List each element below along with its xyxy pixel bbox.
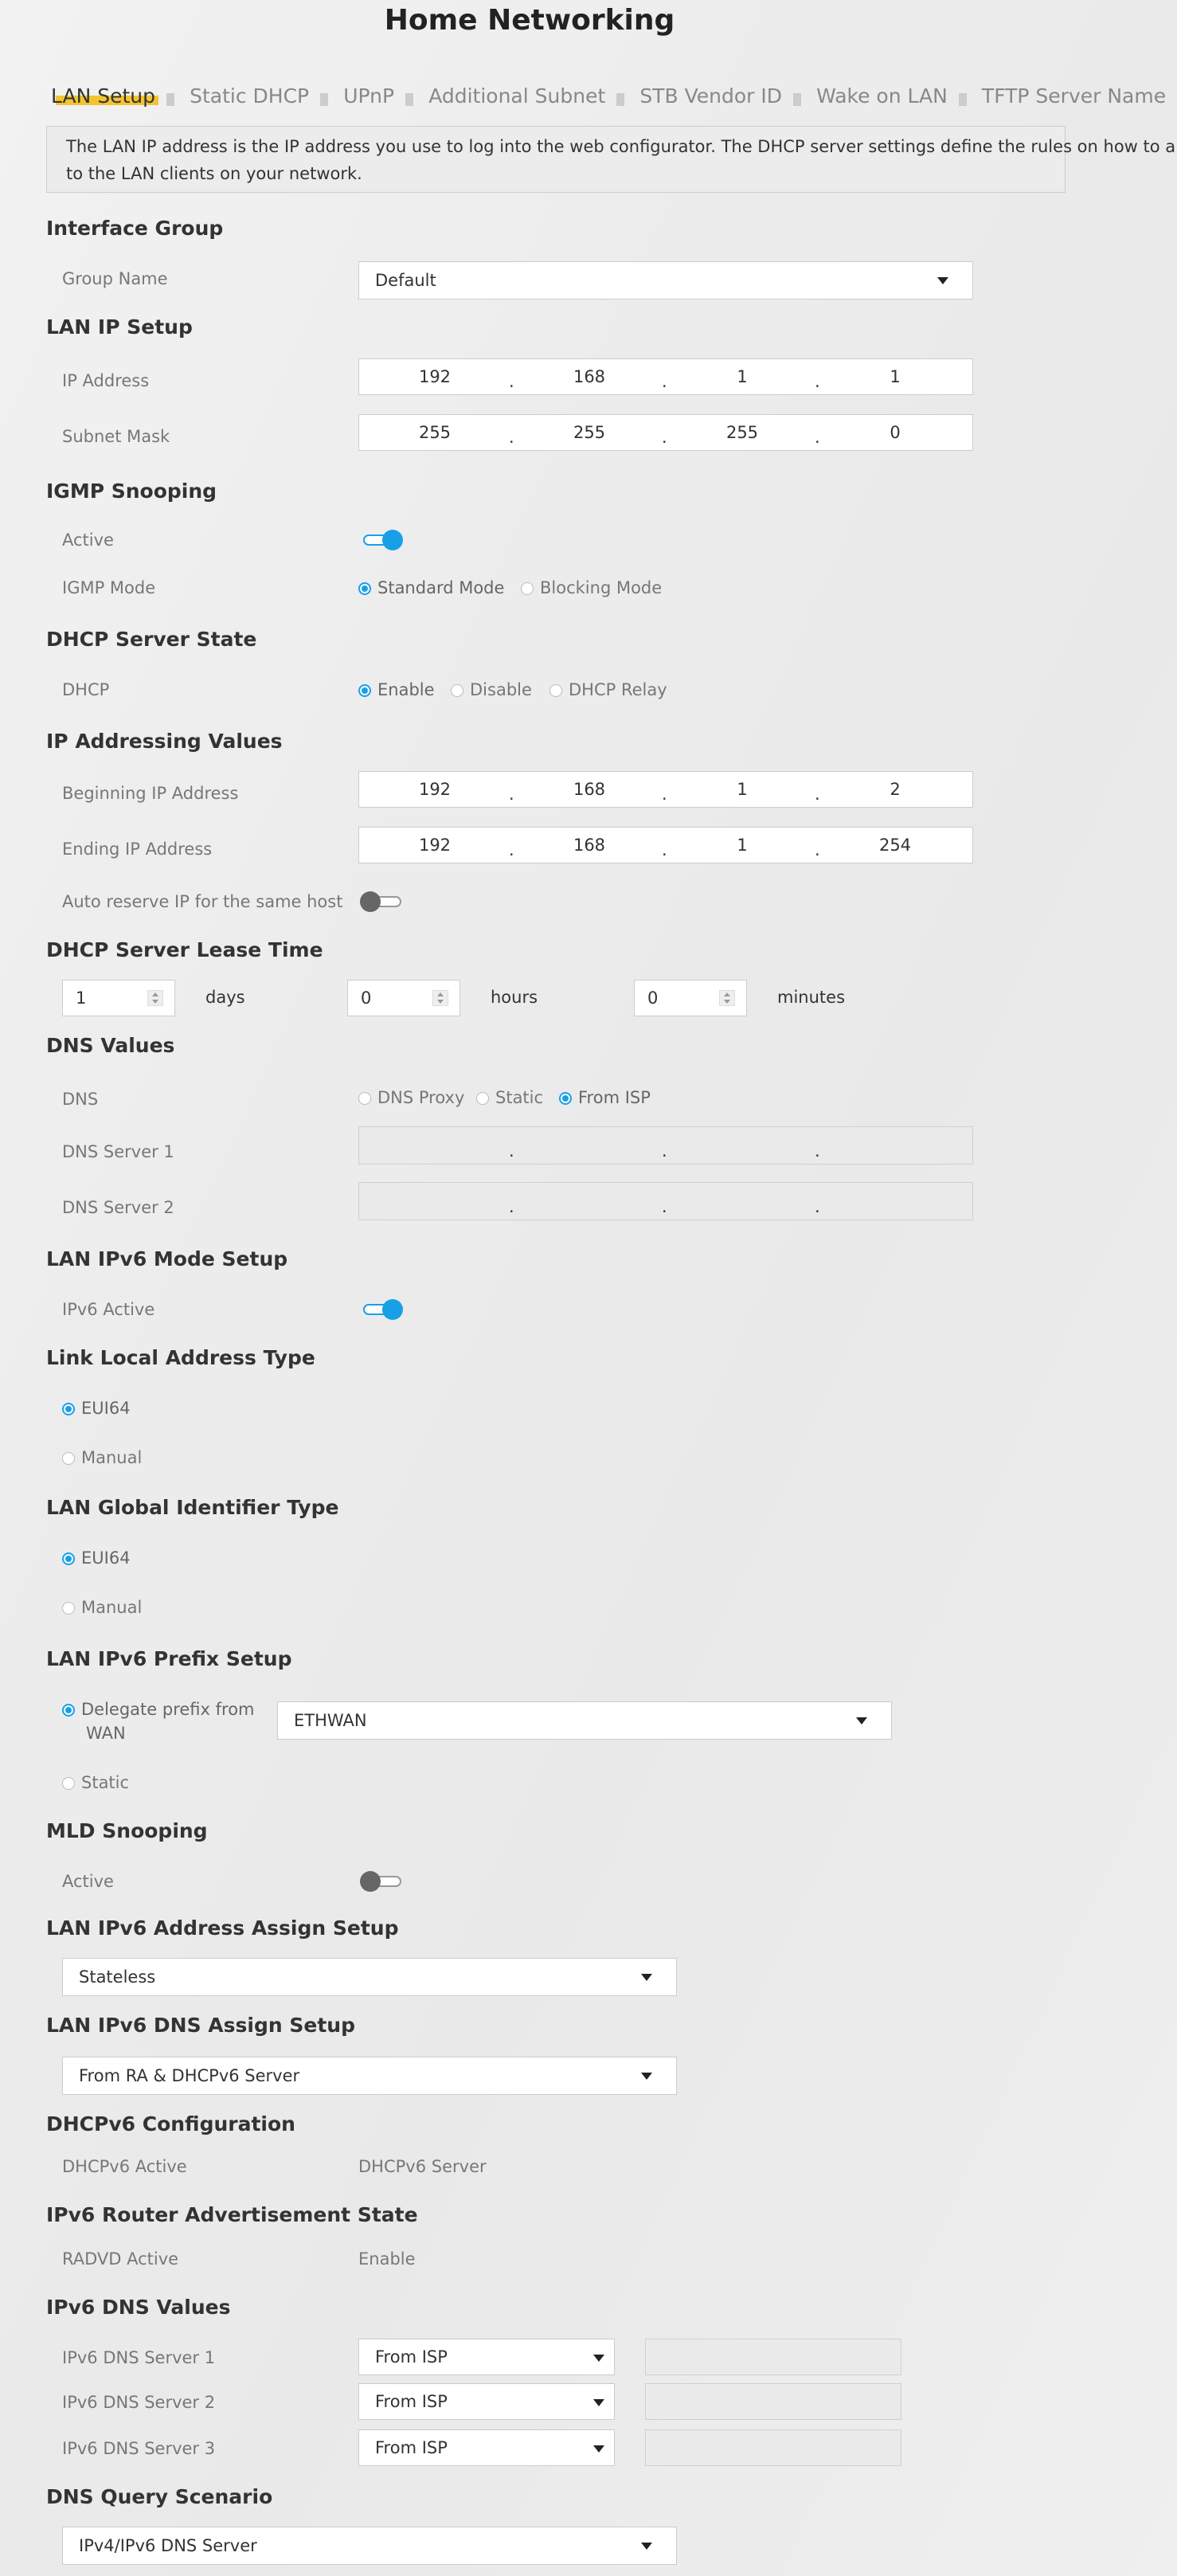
dot-separator: . xyxy=(662,785,667,804)
radio-empty-icon xyxy=(358,1092,371,1105)
beginning-ip-input[interactable] xyxy=(358,771,973,808)
select-value: From ISP xyxy=(375,2438,448,2457)
ip-octet[interactable]: 168 xyxy=(573,836,606,855)
section-ipv6-dns-values: IPv6 DNS Values xyxy=(46,2296,231,2319)
dot-separator: . xyxy=(815,1197,820,1216)
dns-from-isp-radio[interactable] xyxy=(559,1088,651,1107)
subnet-mask-input[interactable] xyxy=(358,414,973,451)
radio-label: EUI64 xyxy=(81,1548,131,1568)
chevron-down-icon xyxy=(641,2543,652,2550)
stepper-value: 0 xyxy=(361,989,372,1008)
mld-active-label: Active xyxy=(62,1872,114,1891)
tab-tftp-server-name[interactable]: TFTP Server Name xyxy=(981,84,1167,108)
link-local-manual-radio[interactable] xyxy=(62,1448,142,1467)
radio-label: Delegate prefix from xyxy=(81,1700,255,1719)
spinner-arrows-icon[interactable] xyxy=(432,990,448,1006)
ending-ip-label: Ending IP Address xyxy=(62,840,213,859)
section-prefix-setup: LAN IPv6 Prefix Setup xyxy=(46,1647,292,1670)
section-interface-group: Interface Group xyxy=(46,217,224,240)
ipv6-dns-server-3-label: IPv6 DNS Server 3 xyxy=(62,2439,216,2458)
toggle-knob xyxy=(382,1299,403,1320)
tab-static-dhcp[interactable]: Static DHCP xyxy=(190,84,310,108)
ip-octet[interactable]: 1 xyxy=(737,367,748,386)
dns-static-radio[interactable] xyxy=(476,1088,543,1107)
chevron-down-icon xyxy=(641,1974,652,1981)
ipv6-active-label: IPv6 Active xyxy=(62,1300,155,1319)
address-assign-value: Stateless xyxy=(79,1967,156,1987)
dns-server-2-label: DNS Server 2 xyxy=(62,1198,174,1217)
tab-separator xyxy=(320,93,328,106)
radio-label: Manual xyxy=(81,1598,143,1617)
igmp-standard-mode-radio[interactable] xyxy=(358,578,504,597)
subnet-mask-label: Subnet Mask xyxy=(62,427,170,446)
dot-separator: . xyxy=(815,1141,820,1161)
dns-server-2-input[interactable] xyxy=(358,1182,973,1220)
note-line-2: to the LAN clients on your network. xyxy=(66,164,362,183)
info-note xyxy=(46,126,1176,193)
dot-separator: . xyxy=(509,1141,514,1161)
dot-separator: . xyxy=(509,840,514,859)
radio-empty-icon xyxy=(62,1452,75,1465)
ipv6-dns-server-2-select[interactable] xyxy=(358,2383,615,2420)
dot-separator: . xyxy=(509,428,514,447)
section-global-identifier: LAN Global Identifier Type xyxy=(46,1496,339,1519)
chevron-down-icon xyxy=(641,2073,652,2080)
select-value: From ISP xyxy=(375,2347,448,2367)
mask-octet[interactable]: 255 xyxy=(725,423,759,442)
section-link-local: Link Local Address Type xyxy=(46,1346,315,1369)
group-name-select[interactable] xyxy=(358,261,973,299)
dns-query-value: IPv4/IPv6 DNS Server xyxy=(79,2536,257,2555)
stepper-value: 1 xyxy=(76,989,87,1008)
dot-separator: . xyxy=(662,1141,667,1161)
hours-unit-label: hours xyxy=(491,988,538,1007)
igmp-mode-label: IGMP Mode xyxy=(62,578,156,597)
minutes-unit-label: minutes xyxy=(777,988,846,1007)
dot-separator: . xyxy=(662,428,667,447)
dns-query-scenario-select[interactable] xyxy=(62,2527,677,2565)
radio-selected-icon xyxy=(358,684,371,697)
ip-octet[interactable]: 254 xyxy=(878,836,912,855)
dhcpv6-active-value: DHCPv6 Server xyxy=(358,2157,487,2176)
dns-proxy-radio[interactable] xyxy=(358,1088,464,1107)
dhcp-disable-radio[interactable] xyxy=(451,680,532,699)
beginning-ip-label: Beginning IP Address xyxy=(62,784,239,803)
tab-stb-vendor-id[interactable]: STB Vendor ID xyxy=(639,84,782,108)
prefix-delegate-value: ETHWAN xyxy=(294,1711,367,1730)
section-dhcp-server-state: DHCP Server State xyxy=(46,628,257,651)
dns-assign-value: From RA & DHCPv6 Server xyxy=(79,2066,300,2085)
dhcp-label: DHCP xyxy=(62,680,110,699)
mask-octet[interactable]: 255 xyxy=(573,423,606,442)
radio-label: Static xyxy=(495,1088,544,1107)
ipv6-dns-server-1-select[interactable] xyxy=(358,2339,615,2375)
dhcp-enable-radio[interactable] xyxy=(358,680,435,699)
group-name-label: Group Name xyxy=(62,269,168,288)
section-address-assign: LAN IPv6 Address Assign Setup xyxy=(46,1916,399,1940)
prefix-delegate-radio[interactable] xyxy=(62,1700,255,1719)
ipv6-dns-server-3-input[interactable] xyxy=(645,2429,901,2466)
section-lan-ipv6-mode: LAN IPv6 Mode Setup xyxy=(46,1247,288,1270)
dot-separator: . xyxy=(815,840,820,859)
section-dns-assign: LAN IPv6 DNS Assign Setup xyxy=(46,2014,355,2037)
section-lan-ip-setup: LAN IP Setup xyxy=(46,315,193,339)
ending-ip-input[interactable] xyxy=(358,827,973,863)
dns-server-1-input[interactable] xyxy=(358,1126,973,1165)
radio-label: DNS Proxy xyxy=(377,1088,465,1107)
tab-separator xyxy=(959,93,967,106)
igmp-active-toggle[interactable] xyxy=(360,532,401,548)
tab-label: LAN Setup xyxy=(51,84,156,108)
radio-label: Standard Mode xyxy=(377,578,505,597)
dot-separator: . xyxy=(815,372,820,391)
chevron-down-icon xyxy=(593,2445,604,2453)
dns-server-1-label: DNS Server 1 xyxy=(62,1142,174,1161)
ipv6-dns-server-1-label: IPv6 DNS Server 1 xyxy=(62,2348,216,2367)
section-ip-addressing-values: IP Addressing Values xyxy=(46,730,283,753)
tab-separator xyxy=(616,93,624,106)
link-local-eui64-radio[interactable] xyxy=(62,1399,131,1418)
section-lease-time: DHCP Server Lease Time xyxy=(46,938,323,961)
ip-octet[interactable]: 168 xyxy=(573,780,606,799)
spinner-arrows-icon[interactable] xyxy=(147,990,163,1006)
auto-reserve-label: Auto reserve IP for the same host xyxy=(62,892,343,911)
dot-separator: . xyxy=(509,1197,514,1216)
chevron-down-icon xyxy=(593,2355,604,2362)
dns-label: DNS xyxy=(62,1090,99,1109)
tab-lan-setup[interactable] xyxy=(51,83,155,110)
ipv6-dns-server-2-label: IPv6 DNS Server 2 xyxy=(62,2393,216,2412)
chevron-down-icon xyxy=(593,2399,604,2406)
igmp-blocking-mode-radio[interactable] xyxy=(521,578,662,597)
dot-separator: . xyxy=(509,785,514,804)
radio-empty-icon xyxy=(62,1777,75,1790)
ip-address-input[interactable] xyxy=(358,358,973,395)
ip-octet[interactable]: 1 xyxy=(737,780,748,799)
prefix-delegate-label-line2: WAN xyxy=(86,1724,126,1743)
tab-wake-on-lan[interactable]: Wake on LAN xyxy=(816,84,948,108)
radio-label: Static xyxy=(81,1773,130,1792)
toggle-knob xyxy=(382,530,403,550)
ipv6-dns-server-1-input[interactable] xyxy=(645,2339,901,2375)
section-dhcpv6-config: DHCPv6 Configuration xyxy=(46,2112,295,2136)
radio-empty-icon xyxy=(451,684,463,697)
dhcpv6-active-label: DHCPv6 Active xyxy=(62,2157,187,2176)
page-title: Home Networking xyxy=(384,4,675,37)
toggle-knob xyxy=(360,1871,381,1892)
radio-empty-icon xyxy=(521,582,534,595)
auto-reserve-toggle[interactable] xyxy=(360,894,401,910)
prefix-delegate-select[interactable] xyxy=(277,1701,892,1740)
ip-octet[interactable]: 192 xyxy=(418,836,452,855)
section-igmp-snooping: IGMP Snooping xyxy=(46,480,217,503)
radio-label: DHCP Relay xyxy=(569,680,667,699)
radio-empty-icon xyxy=(476,1092,489,1105)
dot-separator: . xyxy=(662,372,667,391)
mld-active-toggle[interactable] xyxy=(360,1873,401,1889)
ip-octet[interactable]: 1 xyxy=(737,836,748,855)
lease-hours-stepper[interactable] xyxy=(347,980,460,1016)
note-line-1: The LAN IP address is the IP address you use to log into the web configurator. The DHCP server settings define the rules on how to a xyxy=(66,137,1176,156)
dot-separator: . xyxy=(509,372,514,391)
stepper-value: 0 xyxy=(647,989,659,1008)
lease-minutes-stepper[interactable] xyxy=(634,980,747,1016)
dns-assign-select[interactable] xyxy=(62,2057,677,2095)
chevron-down-icon xyxy=(937,277,948,284)
radio-label: Disable xyxy=(470,680,532,699)
ip-address-label: IP Address xyxy=(62,371,150,390)
mask-octet[interactable]: 0 xyxy=(890,423,901,442)
radio-label: Manual xyxy=(81,1448,143,1467)
radio-label: EUI64 xyxy=(81,1399,131,1418)
ip-octet[interactable]: 1 xyxy=(890,367,901,386)
radio-selected-icon xyxy=(62,1403,75,1415)
dot-separator: . xyxy=(662,840,667,859)
select-value: From ISP xyxy=(375,2392,448,2411)
ip-octet[interactable]: 2 xyxy=(890,780,901,799)
radio-label: From ISP xyxy=(578,1088,651,1107)
radio-selected-icon xyxy=(358,582,371,595)
spinner-arrows-icon[interactable] xyxy=(719,990,735,1006)
mask-octet[interactable]: 255 xyxy=(418,423,452,442)
section-router-advertisement: IPv6 Router Advertisement State xyxy=(46,2203,418,2226)
tab-separator xyxy=(166,93,174,106)
ipv6-active-toggle[interactable] xyxy=(360,1302,401,1317)
dot-separator: . xyxy=(662,1197,667,1216)
tab-bar xyxy=(51,83,1177,110)
tab-additional-subnet[interactable]: Additional Subnet xyxy=(428,84,606,108)
radio-selected-icon xyxy=(559,1092,572,1105)
toggle-knob xyxy=(360,891,381,912)
radio-label: Enable xyxy=(377,680,435,699)
days-unit-label: days xyxy=(205,988,245,1007)
section-dns-values: DNS Values xyxy=(46,1034,175,1057)
radvd-active-value: Enable xyxy=(358,2249,416,2269)
ip-octet[interactable]: 192 xyxy=(418,367,452,386)
global-id-manual-radio[interactable] xyxy=(62,1598,142,1617)
address-assign-select[interactable] xyxy=(62,1958,677,1996)
ipv6-dns-server-2-input[interactable] xyxy=(645,2383,901,2420)
ip-octet[interactable]: 192 xyxy=(418,780,452,799)
tab-upnp[interactable]: UPnP xyxy=(343,84,395,108)
lease-days-stepper[interactable] xyxy=(62,980,175,1016)
prefix-static-radio[interactable] xyxy=(62,1773,129,1792)
tab-separator xyxy=(405,93,413,106)
radio-empty-icon xyxy=(549,684,562,697)
dhcp-relay-radio[interactable] xyxy=(549,680,667,699)
section-dns-query-scenario: DNS Query Scenario xyxy=(46,2485,273,2508)
radvd-active-label: RADVD Active xyxy=(62,2249,179,2269)
dot-separator: . xyxy=(815,428,820,447)
radio-selected-icon xyxy=(62,1704,75,1717)
dot-separator: . xyxy=(815,785,820,804)
ip-octet[interactable]: 168 xyxy=(573,367,606,386)
radio-selected-icon xyxy=(62,1552,75,1565)
chevron-down-icon xyxy=(856,1717,867,1725)
ipv6-dns-server-3-select[interactable] xyxy=(358,2429,615,2466)
section-mld-snooping: MLD Snooping xyxy=(46,1819,208,1842)
igmp-active-label: Active xyxy=(62,530,114,550)
group-name-value: Default xyxy=(375,271,436,290)
global-id-eui64-radio[interactable] xyxy=(62,1548,131,1568)
tab-separator xyxy=(793,93,801,106)
radio-label: Blocking Mode xyxy=(540,578,663,597)
radio-empty-icon xyxy=(62,1602,75,1615)
